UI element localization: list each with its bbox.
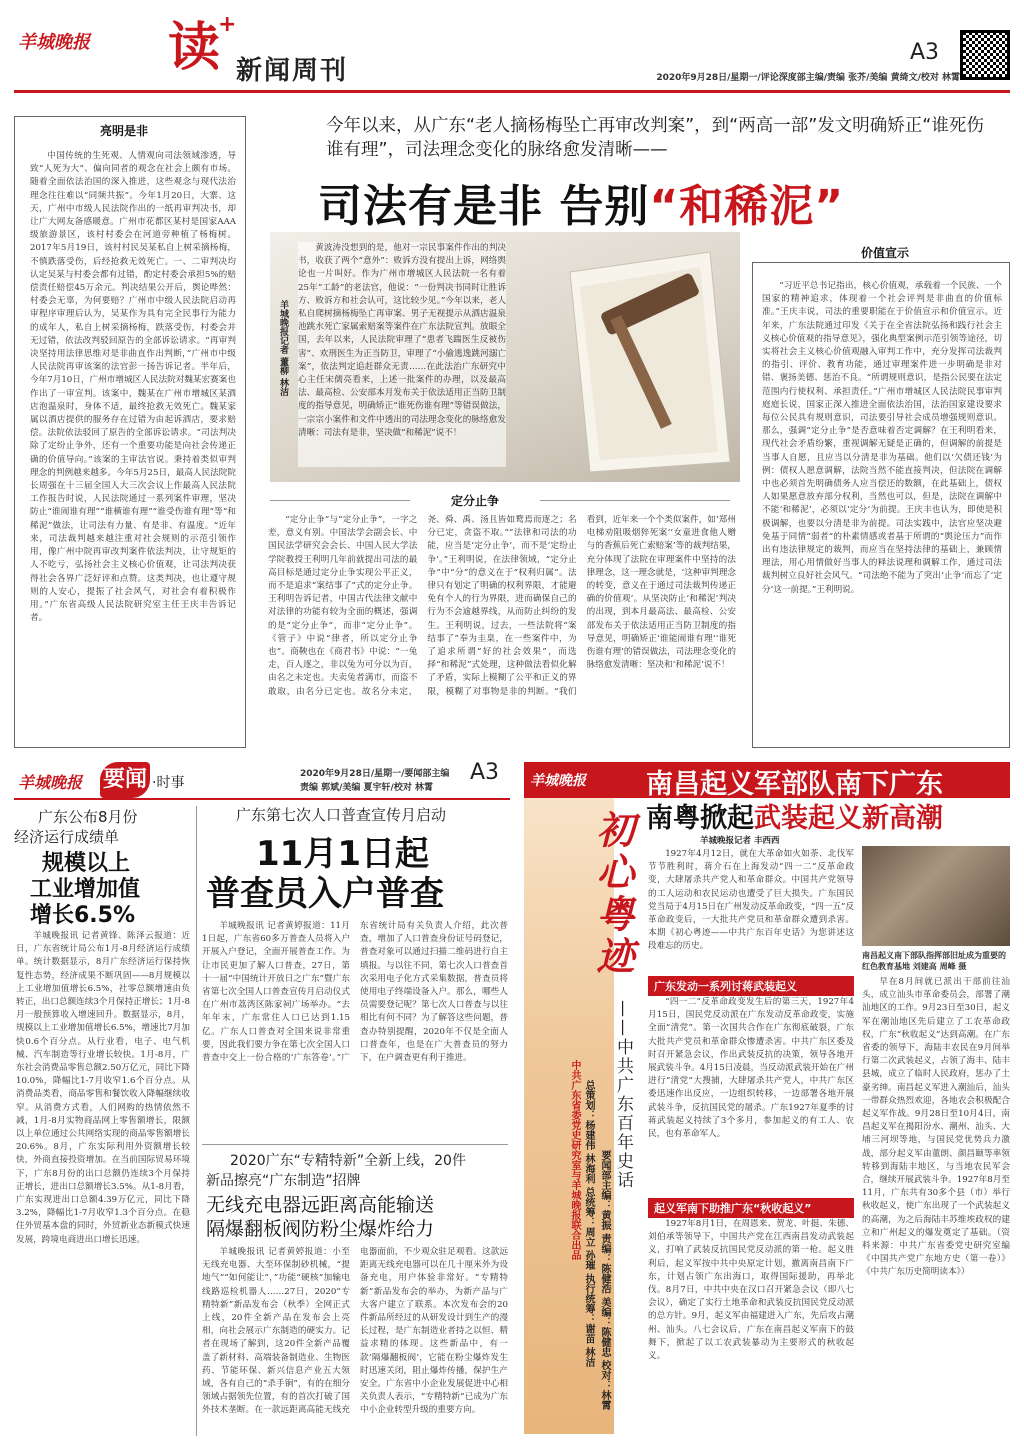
history-vertical-sub: ——中共广东百年史话 — [613, 1000, 633, 1190]
history-intro: 1927年4月12日，就在大革命如火如荼、北伐军节节胜利时，蒋介石在上海发动“四一二”反革命政变，大肆屠杀共产党人和革命群众。中国共产党领导的工人运动和农民运动也遭受了巨大损失。广东国民党当局于4月15日在广州发动反革命政变，“四一五”反革命政变后，一大批共产党员和革命群众遭到杀害。本期《初心粤迹——中共广东百年史话》为您讲述这段难忘的历史。 — [648, 849, 854, 952]
history-photo — [862, 846, 1010, 946]
right-col-title: 价值宣示 — [830, 244, 940, 261]
left-col-title: 亮明是非 — [99, 124, 148, 138]
history-logo: 羊城晚报 — [530, 773, 586, 789]
qr-code-icon — [960, 30, 1010, 80]
page-number: A3 — [910, 40, 940, 65]
history-vertical-title: 初心粤迹 — [590, 810, 635, 978]
section-big-char: 读 — [168, 18, 221, 78]
feature-headline — [318, 170, 1008, 234]
feature-sub1: 定分止争 — [450, 494, 499, 508]
s3-head1: 无线充电器远距离高能输送 — [206, 1194, 435, 1216]
headline-part-a: 司法有是非 告别 — [318, 181, 650, 232]
left-col-text: 中国传统的生死观、人情观向司法领域渗透，导致“人死为大”、偏向同者的观念在社会上颇有市场。随着全面依法治国的深入推进，这些观念与现代法治理念往往难以“同频共振”。今年1月20日，大寨、这天，广州中市级人民法院作出的一纸再审判决书，却让广大网友备感暖意。广州市花都区某村是国家AAA级旅游景区，该村村委会在河道旁种植了杨梅树。2017年5月19日，该村村民吴某私自上树采摘杨梅，不慎跌落受伤，后经抢救无效死亡。一、二审判决均认定吴某与村委会都有过错，酌定村委会承担5%的赔偿责任赔偿45万余元。判决结果公开后，舆论哗然：村委会无辜，为何要赔？广州市中级人民法院启动再审程序审理后认为，吴某作为具有完全民事行为能力的成年人，私自上树采摘杨梅，跌落受伤，村委会并无过错，依法改判驳回原告的全部诉讼请求。“再审判决坚持用法律思维对是非曲直作出判断，”广州市中级人民法院再审该案的法官彭一扬告诉记者。半年后，今年7月10日，广州市增城区人民法院对魏某宏赛案也作出了一审宣判。该案中，魏某在广州市增城区某酒店泡温泉时，身体不适，最终抢救无效死亡。魏某家属以酒店提供的服务存在过错为由起诉酒店，要求赔偿。法院依法驳回了原告的全部诉讼请求。“司法判决除了定纷止争外，还有一个重要功能是向社会传递正确的价值导向。”该案的主审法官说。秉持着类似审判理念的判例越来越多。今年5月25日，最高人民法院院长周强在十三届全国人大三次会议上作最高人民法院工作报告时说，人民法院通过一系列案件审理，坚决防止“谁闹谁有理”“谁横谁有理”“谁受伤谁有理”等“和稀泥”做法，让司法有力量、有是非、有温度。“近年来，司法裁判越来越注重对社会规则的示范引领作用，像广州中院再审改判案件依法判决，让守规矩的人不吃亏，弘扬社会主义核心价值观，让司法判决获得社会各界广泛好评和点赞。这类判决，也让遵守规则的人安心，提振了社会风气，对社会有着积极作用。”广东省高级人民法院研究室主任王庆丰告诉记者。 — [30, 151, 236, 624]
history-text2: 1927年8月1日，在周恩来、贺龙、叶挺、朱德、刘伯承等领导下，中国共产党在江西南昌发动武装起义，打响了武装反抗国民党反动派的第一枪。起义胜利后，起义军按中共中央原定计划，撤离南昌南下广东，计划占领广东出海口，取得国际援助，再举北伐。8月7日，中共中央在汉口召开紧急会议（即八七会议），确定了实行土地革命和武装反抗国民党反动派的总方针。9月，起义军由福建进入广东，先后攻占潮州、汕头。八七会议后，广东在南昌起义军南下的鼓舞下，掀起了以工农武装暴动为主要形式的秋收起义。 — [648, 1219, 854, 1362]
s3-kicker: 2020广东“专精特新”全新上线，20件 — [230, 1153, 466, 1169]
history-sub2: 起义军南下助推广东“秋收起义” — [648, 1198, 854, 1218]
history-vertical-editors2: 要闻部主编：黄振 责编：陈健浩 美编：陈健忠 校对：林霄 — [599, 1150, 610, 1411]
yaowen-dateline1: 2020年9月28日/星期一/要闻部主编 — [300, 769, 450, 779]
yaowen-rule — [14, 798, 510, 800]
right-col-text: “习近平总书记指出，核心价值观，承载着一个民族、一个国家的精神追求，体现着一个社会评判是非曲直的价值标准。”王庆丰说，司法的重要职能在于价值宣示和价值宣示。近年来，广东法院通过印发《关于在全省法院弘扬和践行社会主义核心价值观的指导意见》，强化典型案例示范引领等途径，切实将社会主义核心价值观融入审判工作中，充分发挥司法裁判的指引、评价、教育功能，通过审理案件进一步明确是非对错、褒扬美德、惩治不良。“所谓规则意识，是指公民要在法定范围内行使权利、承担责任。”广州市增城区人民法院民事审判庭庭长说，国家正深入推进全面依法治国，法治国家建设要求每位公民具有规则意识，司法要引导社会成员增强规则意识。那么，强调“定分止争”是否意味着否定调解？在王利明看来，现代社会矛盾纷繁，重视调解无疑是正确的，但调解的前提是当事人自愿，且应当以分清是非为基础。他们以‘欠债还钱’为例：债权人愿意调解，法院当然不能直接判决，但法院在调解中也必须首先明确债务人应当偿还的数额，在此基础上，债权人如果愿意放弃部分权利，当然也可以，但是，法院在调解中不能‘和稀泥’，必须以‘定分’为前提。王庆丰也认为，即使是积极调解，也要以分清是非为前提。司法实践中，法官应坚决避免基于同情“弱者”的朴素情感或者基于所谓的“舆论压力”而作出有违法律规定的裁判，而应当在坚持法律的基础上，兼顾情理法，用心用情做好当事人的释法说理和调解工作，通过司法裁判树立良好社会风气。“司法绝不能为了突出‘止争’而忘了‘定分’这一前提。”王利明说。 — [762, 281, 1002, 595]
history-head1: 南昌起义军部队南下广东 — [646, 769, 943, 800]
yaowen-dateline2: 责编 郭斌/美编 夏宇轩/校对 林霄 — [300, 783, 433, 793]
divider — [540, 500, 730, 501]
photo-caption: 南昌起义南下部队指挥部旧址成为重要的红色教育基地 刘建高 周峰 摄 — [862, 951, 1006, 971]
history-vertical-credits: 中共广东省委党史研究室与羊城晚报联合出品 — [569, 1060, 580, 1260]
header-rule — [14, 90, 1010, 93]
yaowen-logo: 羊城晚报 — [18, 773, 83, 792]
s1-kicker2: 经济运行成绩单 — [14, 828, 120, 846]
section-plus: + — [218, 12, 237, 37]
section-subtitle: 新闻周刊 — [236, 56, 349, 86]
history-text1: “四一二”反革命政变发生后的第三天，1927年4月15日，国民党反动派在广东发动反革命政变，实施全面“清党”。第一次国共合作在广东彻底破裂，广东大批共产党员和革命群众惨遭杀害。中共广东区委及时召开紧急会议，作出武装反抗的决策，领导各地开展武装斗争。4月15日凌晨，当反动派武装开始在广州进行“清党”大搜捕，大肆屠杀共产党人，中共广东区委迅速作出反应，一边组织转移，一边部署各地开展武装斗争，反抗国民党的屠杀。广东1927年夏季的讨蒋武装起义持续了3个多月，参加起义的有工人、农民，也有革命军人。 — [648, 997, 854, 1140]
history-vertical-editors: 总策划：杨建伟 林海利 总统筹：周立 孙璀 执行统筹：谢苗 林洁 — [583, 1080, 594, 1368]
history-text3: 早在8月间就已派出干部前往汕头，成立汕头市革命委员会，部署了潮汕地区的工作。9月23日至30日，起义军在潮汕地区先后建立了工农革命政权，广东“秋收起义”达到高潮。在广东省委的领导下，海陆丰农民在9月间举行第二次武装起义，占领了海丰、陆丰县城，成立了临时人民政府，惩办了土豪劣绅。南昌起义军进入潮汕后，汕头一带群众热烈欢迎，各地农会积极配合起义军作战。9月28日至10月4日，南昌起义军在揭阳汾水、潮州、汕头、大埔三河坝等地，与国民党优势兵力激战，部分起义军由董朗、颜昌颐等率领转移到海陆丰地区，与当地农民军会合，继续开展武装斗争。1927年8月至11月，广东共有30多个县（市）举行秋收起义，使广东出现了一个武装起义的高潮，为之后海陆丰苏维埃政权的建立和广州起义的爆发奠定了基础。（资料来源：中共广东省委党史研究室编《中国共产党广东地方史（第一卷）》《中共广东历史简明读本》） — [862, 977, 1010, 1278]
s2-head2: 普查员入户普查 — [206, 874, 444, 914]
s3-text: 羊城晚报讯 记者黄婷报道：小至无线充电器、大至环保制砂机械，“提地气”“如何能让”，”功能“硬核”加输电线路巡检机器人……27日，2020“专精特新”新品发布会（秋季）全网正式上线，20件全新产品在发布会上亮相，向社会展示广东制造的硬实力。记者在现场了解到，这20件全新产品覆盖了新材料、高端装备制造业、生物医药、节能环保、新兴信息产业五大领域，各有自己的“杀手锏”，有的在细分领域占据领先位置，有的首次打破了国外技术垄断。在一款远距离高能无线充电器面前，不少观众驻足观看。这款远距离无线充电器可以在几十厘米外为设备充电，用户体验非常好。“专精特新”新品发布会的举办，为新产品与广大客户建立了联系。本次发布会的20件新品所经过的从研发设计到生产的漫长过程，是广东制造业者持之以恒、精益求精的体现。这些新品中，有一款‘隔爆翻板阀’，它能在粉尘爆炸发生时迅速关闭，阻止爆炸传播，保护生产安全。广东省中小企业发展促进中心相关负责人表示，“专精特新”已成为广东中小企业转型升级的重要方向。 — [202, 1247, 508, 1416]
s2-head1: 11月1日起 — [256, 834, 429, 874]
story-divider — [202, 1144, 508, 1145]
s1-head1: 规模以上 — [42, 851, 131, 876]
history-sub1: 广东发动一系列讨蒋武装起义 — [648, 976, 854, 996]
history-head2-b: 武装起义新高潮 — [754, 803, 943, 834]
s1-head3: 增长6.5% — [30, 903, 136, 928]
s1-kicker1: 广东公布8月份 — [38, 808, 138, 826]
yaowen-page-number: A3 — [470, 760, 500, 785]
yaowen-sub: ·时事 — [152, 775, 185, 791]
feature-byline: 羊城晚报记者 董柳 林洁 — [278, 300, 288, 397]
feature-text1: “定分止争”与“定分止争”，一字之差，意义有别。中国法学会副会长、中国民法学研究会会长、中国人民大学法学院教授王利明几年前就提出司法的最高目标是通过定分止争实现公平正义，而不是追求“案结事了”式的定分止争。王利明告诉记者，中国古代法律文献中对法律的功能有较为全面的概述，强调的是“定分止争”，而非“定分止争”。《管子》中说“律者，所以定分止争也”。商鞅也在《商君书》中说：“一兔走，百人逐之，非以兔为可分以为百，由名之未定也。夫卖兔者满市，而盗不敢取，由名分已定也。故名分未定，尧、舜、禹、汤且皆如鹜焉而逐之；名分已定，贪盗不取。”“法律和司法的功能，应当是‘定分止争’，而不是‘定纷止争’。”王利明说，在法律领域，“定分止争”中“分”的意义在于“权利归属”。法律只有划定了明确的权利界限，才能避免有个人的行为界限，进而确保自己的行为不会逾越界线，从而防止纠纷的发生。王利明说，过去，一些法院将“案结事了”奉为圭臬，在一些案件中，为了追求所谓“好的社会效果”，而选择“和稀泥”式处理，这种做法看似化解了矛盾，实际上模糊了公平和正义的界限，模糊了对事物是非的判断。“我们看到，近年来一个个类似案件，如‘郑州电梯劝阻吸烟猝死案’‘女童进食他人赠与的香蕉后死亡索赔案’等的裁判结果，充分体现了法院在审理案件中坚持的法律理念，这一理念就是，‘这种审判理念的转变，意义在于通过司法裁判传递正确的价值观’。从坚决防止‘和稀泥’判决的出现，到本月最高法、最高检、公安部发布关于依法适用正当防卫制度的指导意见，明确矫正‘谁能闹谁有理’‘谁死伤谁有理’的错误做法，司法理念变化的脉络愈发清晰：坚决和‘和稀泥’说不！ — [268, 515, 736, 697]
s3-head2: 隔爆翻板阀防粉尘爆炸给力 — [206, 1218, 435, 1240]
column-divider — [196, 806, 197, 1436]
divider — [270, 500, 410, 501]
yaowen-section: 要闻 — [100, 762, 150, 798]
s1-head2: 工业增加值 — [30, 877, 141, 902]
s2-text: 羊城晚报讯 记者黄婷报道：11月1日起，广东省60多万普查人员将入户开展入户登记，全面开展普查工作。为让市民更加了解人口普查，27日，第十一届“中国统计开放日之广东”暨广东省第七次全国人口普查宣传月启动仪式在广州市荔湾区陈家祠广场举办。“去年年末，广东常住人口已达到1.15亿。广东人口普查对全国来说非常重要，因此我们要力争在第七次全国人口普查中交上一份合格的‘广东答卷’。”广东省统计局有关负责人介绍，此次普查，增加了人口普查身份证号码登记，普查对象可以通过扫描二维码进行自主填报。与以往不同，第七次人口普查首次采用电子化方式采集数据，普查员将使用电子终端设备入户。那么，哪些人员需要登记呢？第七次人口普查与以往相比有何不同？为了解答这些问题，普查办特别提醒，2020年不仅是全面人口普查年，也是在广大普查员的努力下，在户调查更有利于推进。 — [202, 921, 508, 1064]
s1-text: 羊城晚报讯 记者黄锋、陈泽云报道：近日，广东省统计局公布1月-8月经济运行成绩单。统计数据显示，8月广东经济运行保持恢复性态势，经济成果不断巩固——8月规模以上工业增加值增长6.5%，社零总额增速由负转正，出口总额连续3个月保持正增长；1月-8月一般预算收入增速回升。数据显示，8月，规模以上工业增加值增长6.5%，增速比7月加快0.6个百分点。从行业看，电子、电气机械、汽车制造等行业增长较快。1月-8月，广东社会消费品零售总额2.50万亿元，同比下降10.0%，降幅比1-7月收窄1.6个百分点。从消费品类看，商品零售和餐饮收入降幅继续收窄。从消费方式看，人们网购的热情依然不减，1月-8月实物商品网上零售额增长，限额以上单位通过公共网络实现的商品零售额增长20.6%。8月，广东实际利用外资额增长较快，外商直接投资增加。在当前国际贸易环境下，广东8月份的出口总额仍连续3个月保持正增长，进出口总额增长3.5%。从1-8月看，广东实现进出口总额4.39万亿元，同比下降3.2%，降幅比1-7月收窄1.3个百分点。在稳住外贸基本盘的同时，外贸新业态新模式快速发展，跨境电商进出口增长迅速。 — [16, 931, 190, 1245]
s2-kicker: 广东第七次人口普查宣传月启动 — [236, 806, 447, 824]
masthead-logo: 羊城晚报 — [18, 32, 90, 53]
history-head2-a: 南粤掀起 — [646, 803, 754, 834]
history-head2 — [646, 796, 943, 835]
feature-intro: 黄波涛没想到的是，他对一宗民事案件作出的判决书，收获了两个“意外”：败诉方没有提出上诉，网络舆论也一片叫好。作为广州市增城区人民法院一名有着25年“工龄”的老法官，他说：“一份判决书同时让胜诉方、败诉方和社会认可，这比较少见。”今年以来，老人私自爬树摘杨梅坠亡再审案、男子无视提示从酒店温泉池跳水死亡家属索赔案等案件在广东法院宣判。放眼全国，去年以来，人民法院审理了“患者飞踹医生反被伤害”、欢刑医生为正当防卫，审理了“小偷逃逸跳河溺亡案”，依法判定追赶群众无责……在此法治广东研究中心主任宋儒亮看来，上述一批案件的办理，以及最高法、最高检、公安部本月发布关于依法适用正当防卫制度的指导意见，明确矫正“谁死伤谁有理”等错误做法，一宗宗小案件和文件中透出的司法理念变化的脉络愈发清晰：司法有是非，坚决做“和稀泥”说不！ — [298, 242, 506, 467]
s3-kicker2: 新品擦亮“广东制造”招牌 — [206, 1173, 361, 1189]
headline-part-b: “和稀泥” — [649, 181, 845, 232]
history-byline: 羊城晚报记者 丰西西 — [700, 836, 780, 846]
dateline: 2020年9月28日/星期一/评论深度部主编/责编 张芥/美编 黄绮文/校对 林霄 — [656, 73, 960, 83]
feature-kicker: 今年以来，从广东“老人摘杨梅坠亡再审改判案”，到“两高一部”发文明确矫正“谁死伤谁有理”，司法理念变化的脉络愈发清晰—— — [326, 116, 984, 160]
